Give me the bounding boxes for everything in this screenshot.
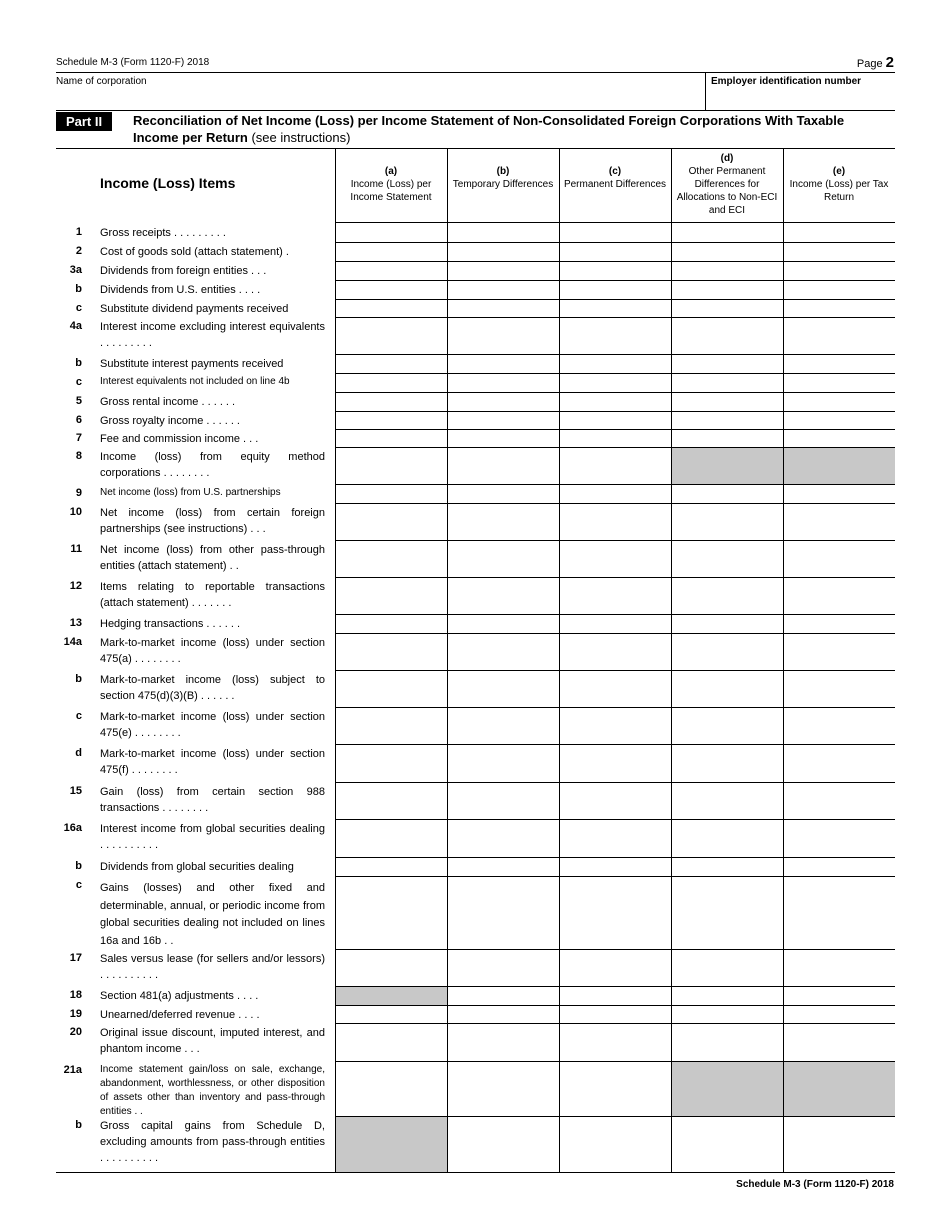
row-description: Income statement gain/loss on sale, exchange, abandonment, worthlessness, or other disposition of assets other than inventory and pass-through entities . .	[100, 1064, 325, 1117]
form-reference: Schedule M-3 (Form 1120-F) 2018	[56, 57, 210, 68]
amount-cell-c[interactable]	[560, 504, 671, 540]
row-description: Section 481(a) adjustments . . . .	[100, 990, 259, 1002]
amount-cell-b[interactable]	[448, 615, 559, 633]
column-header-e	[785, 165, 893, 204]
amount-cell-e[interactable]	[784, 671, 895, 707]
row-number: b	[75, 1119, 82, 1131]
amount-cell-a	[336, 1117, 447, 1172]
amount-cell-c[interactable]	[560, 1006, 671, 1023]
amount-cell-d[interactable]	[672, 300, 783, 317]
amount-cell-b[interactable]	[448, 1024, 559, 1061]
amount-cell-a[interactable]	[336, 1062, 447, 1116]
amount-cell-d[interactable]	[672, 281, 783, 299]
row-description: Mark-to-market income (loss) under section 475(e) . . . . . . . .	[100, 711, 325, 739]
amount-cell-e[interactable]	[784, 374, 895, 392]
amount-cell-a[interactable]	[336, 243, 447, 261]
row-description: Fee and commission income . . .	[100, 433, 259, 445]
row-number: c	[75, 302, 82, 314]
ein-divider	[705, 73, 706, 110]
row-description: Dividends from foreign entities . . .	[100, 265, 267, 277]
amount-cell-a[interactable]	[336, 430, 447, 447]
amount-cell-b[interactable]	[448, 987, 559, 1005]
row-number: 8	[75, 450, 82, 462]
amount-cell-b[interactable]	[448, 1006, 559, 1023]
amount-cell-b[interactable]	[448, 224, 559, 242]
amount-cell-d[interactable]	[672, 224, 783, 242]
row-description: Gross royalty income . . . . . .	[100, 415, 240, 427]
row-description: Net income (loss) from other pass-through entities (attach statement) . .	[100, 544, 325, 572]
amount-cell-b[interactable]	[448, 634, 559, 670]
amount-cell-c[interactable]	[560, 783, 671, 819]
row-number: 18	[69, 989, 82, 1001]
amount-cell-d[interactable]	[672, 393, 783, 411]
row-description: Sales versus lease (for sellers and/or lessors) . . . . . . . . . .	[100, 953, 325, 981]
column-label: Income (Loss) per Income Statement	[350, 179, 432, 203]
amount-cell-e[interactable]	[784, 412, 895, 429]
row-description: Mark-to-market income (loss) under section 475(f) . . . . . . . .	[100, 748, 325, 776]
amount-cell-b[interactable]	[448, 430, 559, 447]
amount-cell-e[interactable]	[784, 262, 895, 280]
row-description: Mark-to-market income (loss) subject to section 475(d)(3)(B) . . . . . .	[100, 674, 325, 702]
amount-cell-e[interactable]	[784, 504, 895, 540]
amount-cell-c[interactable]	[560, 262, 671, 280]
amount-cell-a[interactable]	[336, 504, 447, 540]
amount-cell-e[interactable]	[784, 243, 895, 261]
row-description: Dividends from U.S. entities . . . .	[100, 284, 261, 296]
amount-cell-c[interactable]	[560, 448, 671, 484]
amount-cell-d[interactable]	[672, 412, 783, 429]
column-header-c	[561, 165, 669, 191]
row-number: 1	[75, 226, 82, 238]
name-of-corporation-label: Name of corporation	[56, 76, 147, 87]
amount-cell-b[interactable]	[448, 950, 559, 986]
row-number: 16a	[63, 822, 82, 834]
amount-cell-a[interactable]	[336, 355, 447, 373]
row-number: c	[75, 376, 82, 388]
amount-cell-d[interactable]	[672, 950, 783, 986]
page-number: 2	[885, 54, 894, 71]
row-description: Gross receipts . . . . . . . . .	[100, 227, 226, 239]
row-description: Substitute dividend payments received	[100, 303, 289, 315]
part-badge: Part II	[56, 112, 112, 131]
amount-cell-a[interactable]	[336, 485, 447, 503]
row-number: 14a	[63, 636, 82, 648]
amount-cell-e[interactable]	[784, 541, 895, 577]
amount-cell-a	[336, 987, 447, 1005]
amount-cell-e[interactable]	[784, 1117, 895, 1172]
row-description: Original issue discount, imputed interest, and phantom income . . .	[100, 1027, 325, 1055]
row-number: 11	[70, 543, 82, 555]
amount-cell-d[interactable]	[672, 541, 783, 577]
row-number: 12	[69, 580, 82, 592]
amount-cell-c[interactable]	[560, 281, 671, 299]
amount-cell-a[interactable]	[336, 393, 447, 411]
amount-cell-a[interactable]	[336, 1024, 447, 1061]
amount-cell-e[interactable]	[784, 281, 895, 299]
amount-cell-a[interactable]	[336, 300, 447, 317]
amount-cell-c[interactable]	[560, 224, 671, 242]
amount-cell-e[interactable]	[784, 987, 895, 1005]
amount-cell-e[interactable]	[784, 318, 895, 354]
row-description: Mark-to-market income (loss) under section 475(a) . . . . . . . .	[100, 637, 325, 665]
amount-cell-c[interactable]	[560, 950, 671, 986]
amount-cell-c[interactable]	[560, 1117, 671, 1172]
amount-cell-d[interactable]	[672, 877, 783, 949]
row-number: 7	[75, 432, 82, 444]
ein-label: Employer identification number	[711, 76, 862, 87]
row-number: d	[75, 747, 82, 759]
row-description: Items relating to reportable transactions (attach statement) . . . . . . .	[100, 581, 325, 609]
page-indicator	[857, 54, 894, 71]
amount-cell-c[interactable]	[560, 318, 671, 354]
row-number: 5	[75, 395, 82, 407]
column-header-a	[337, 165, 445, 204]
row-number: b	[75, 357, 82, 369]
column-label: Income (Loss) per Tax Return	[789, 179, 889, 203]
row-number: 9	[75, 487, 82, 499]
amount-cell-a[interactable]	[336, 1006, 447, 1023]
amount-cell-e[interactable]	[784, 430, 895, 447]
row-description: Gains (losses) and other fixed and determinable, annual, or periodic income from global securities dealing not included on lines 16a and 16b . .	[100, 882, 325, 947]
amount-cell-a[interactable]	[336, 541, 447, 577]
row-number: 10	[69, 506, 82, 518]
table-bottom-rule	[56, 1172, 895, 1173]
row-description: Gross rental income . . . . . .	[100, 396, 236, 408]
amount-cell-e[interactable]	[784, 1006, 895, 1023]
amount-cell-b[interactable]	[448, 671, 559, 707]
amount-cell-e[interactable]	[784, 300, 895, 317]
amount-cell-d[interactable]	[672, 578, 783, 614]
amount-cell-b[interactable]	[448, 783, 559, 819]
amount-cell-b[interactable]	[448, 708, 559, 744]
amount-cell-a[interactable]	[336, 671, 447, 707]
amount-cell-a[interactable]	[336, 877, 447, 949]
amount-cell-e	[784, 448, 895, 484]
amount-cell-b[interactable]	[448, 393, 559, 411]
amount-cell-c[interactable]	[560, 1062, 671, 1116]
amount-cell-e[interactable]	[784, 858, 895, 876]
amount-cell-b[interactable]	[448, 1062, 559, 1116]
row-number: 19	[69, 1008, 82, 1020]
amount-cell-a[interactable]	[336, 745, 447, 782]
amount-cell-b[interactable]	[448, 578, 559, 614]
column-letter: (d)	[720, 153, 734, 164]
amount-cell-b[interactable]	[448, 448, 559, 484]
row-number: 15	[69, 785, 82, 797]
amount-cell-c[interactable]	[560, 745, 671, 782]
amount-cell-e[interactable]	[784, 615, 895, 633]
amount-cell-c[interactable]	[560, 355, 671, 373]
column-header-b	[449, 165, 557, 191]
part-title	[133, 112, 893, 146]
amount-cell-b[interactable]	[448, 281, 559, 299]
column-letter: (c)	[608, 166, 622, 177]
amount-cell-d[interactable]	[672, 634, 783, 670]
amount-cell-a[interactable]	[336, 412, 447, 429]
amount-cell-d[interactable]	[672, 858, 783, 876]
amount-cell-e[interactable]	[784, 708, 895, 744]
row-description: Net income (loss) from certain foreign partnerships (see instructions) . . .	[100, 507, 325, 535]
amount-cell-b[interactable]	[448, 1117, 559, 1172]
amount-cell-d[interactable]	[672, 987, 783, 1005]
amount-cell-d[interactable]	[672, 615, 783, 633]
amount-cell-c[interactable]	[560, 1024, 671, 1061]
amount-cell-c[interactable]	[560, 374, 671, 392]
header-bottom-rule	[335, 222, 895, 223]
amount-cell-b[interactable]	[448, 374, 559, 392]
amount-cell-a[interactable]	[336, 448, 447, 484]
amount-cell-e[interactable]	[784, 783, 895, 819]
amount-cell-e[interactable]	[784, 224, 895, 242]
amount-cell-d[interactable]	[672, 430, 783, 447]
footer-form-reference: Schedule M-3 (Form 1120-F) 2018	[736, 1179, 894, 1190]
amount-cell-c[interactable]	[560, 393, 671, 411]
amount-cell-a[interactable]	[336, 615, 447, 633]
amount-cell-d[interactable]	[672, 355, 783, 373]
row-description: Substitute interest payments received	[100, 358, 284, 370]
amount-cell-a[interactable]	[336, 374, 447, 392]
amount-cell-b[interactable]	[448, 485, 559, 503]
row-description: Gross capital gains from Schedule D, excluding amounts from pass-through entities . . . . . . . . . .	[100, 1120, 325, 1164]
amount-cell-e[interactable]	[784, 1024, 895, 1061]
row-number: b	[75, 283, 82, 295]
amount-cell-d[interactable]	[672, 318, 783, 354]
row-description: Interest income excluding interest equivalents . . . . . . . . .	[100, 321, 325, 349]
amount-cell-e[interactable]	[784, 355, 895, 373]
row-description: Interest income from global securities dealing . . . . . . . . . .	[100, 823, 325, 851]
row-description: Net income (loss) from U.S. partnerships	[100, 487, 281, 498]
row-description: Hedging transactions . . . . . .	[100, 618, 241, 630]
row-description: Dividends from global securities dealing	[100, 861, 294, 873]
amount-cell-a[interactable]	[336, 950, 447, 986]
amount-cell-d[interactable]	[672, 708, 783, 744]
amount-cell-a[interactable]	[336, 708, 447, 744]
amount-cell-a[interactable]	[336, 783, 447, 819]
amount-cell-d[interactable]	[672, 374, 783, 392]
row-number: 4a	[69, 320, 82, 332]
amount-cell-b[interactable]	[448, 318, 559, 354]
amount-cell-b[interactable]	[448, 504, 559, 540]
amount-cell-c[interactable]	[560, 578, 671, 614]
items-heading: Income (Loss) Items	[100, 175, 236, 191]
amount-cell-b[interactable]	[448, 355, 559, 373]
row-description: Cost of goods sold (attach statement) .	[100, 246, 289, 258]
column-label: Permanent Differences	[563, 179, 667, 190]
amount-cell-c[interactable]	[560, 243, 671, 261]
part-title-bold: Reconciliation of Net Income (Loss) per Income Statement of Non-Consolidated Foreign Corporations With Taxable Income per Return	[133, 113, 845, 145]
amount-cell-a[interactable]	[336, 858, 447, 876]
row-description: Income (loss) from equity method corporations . . . . . . . .	[100, 451, 325, 479]
page-label: Page	[856, 58, 883, 70]
amount-cell-e[interactable]	[784, 877, 895, 949]
amount-cell-a[interactable]	[336, 224, 447, 242]
name-row-rule	[56, 110, 895, 111]
amount-cell-c[interactable]	[560, 412, 671, 429]
amount-cell-c[interactable]	[560, 485, 671, 503]
amount-cell-d[interactable]	[672, 745, 783, 782]
amount-cell-b[interactable]	[448, 412, 559, 429]
amount-cell-d[interactable]	[672, 1006, 783, 1023]
row-description: Unearned/deferred revenue . . . .	[100, 1009, 260, 1021]
amount-cell-d[interactable]	[672, 504, 783, 540]
amount-cell-d	[672, 1062, 783, 1116]
row-description: Interest equivalents not included on line 4b	[100, 376, 290, 387]
amount-cell-e[interactable]	[784, 393, 895, 411]
row-number: 20	[69, 1026, 82, 1038]
column-label: Temporary Differences	[452, 179, 554, 190]
amount-cell-a[interactable]	[336, 634, 447, 670]
amount-cell-e[interactable]	[784, 820, 895, 857]
amount-cell-b[interactable]	[448, 820, 559, 857]
column-header-d	[673, 152, 781, 217]
amount-cell-c[interactable]	[560, 987, 671, 1005]
amount-cell-d[interactable]	[672, 820, 783, 857]
row-number: 3a	[69, 264, 82, 276]
amount-cell-d[interactable]	[672, 1024, 783, 1061]
row-number: 17	[69, 952, 82, 964]
part-title-rule	[56, 148, 895, 149]
row-number: 2	[75, 245, 82, 257]
part-title-tail: (see instructions)	[247, 130, 351, 145]
amount-cell-e[interactable]	[784, 950, 895, 986]
amount-cell-e[interactable]	[784, 485, 895, 503]
amount-cell-c[interactable]	[560, 541, 671, 577]
row-number: c	[75, 879, 82, 891]
amount-cell-a[interactable]	[336, 820, 447, 857]
amount-cell-c[interactable]	[560, 615, 671, 633]
amount-cell-e[interactable]	[784, 745, 895, 782]
amount-cell-c[interactable]	[560, 300, 671, 317]
row-number: b	[75, 860, 82, 872]
row-number: c	[75, 710, 82, 722]
amount-cell-d[interactable]	[672, 783, 783, 819]
amount-cell-d[interactable]	[672, 243, 783, 261]
amount-cell-b[interactable]	[448, 243, 559, 261]
amount-cell-d[interactable]	[672, 671, 783, 707]
amount-cell-c[interactable]	[560, 430, 671, 447]
column-label: Other Permanent Differences for Allocations to Non-ECI and ECI	[676, 166, 778, 216]
amount-cell-b[interactable]	[448, 541, 559, 577]
amount-cell-b[interactable]	[448, 745, 559, 782]
amount-cell-a[interactable]	[336, 578, 447, 614]
amount-cell-b[interactable]	[448, 877, 559, 949]
amount-cell-c[interactable]	[560, 877, 671, 949]
amount-cell-d	[672, 448, 783, 484]
row-number: 6	[75, 414, 82, 426]
row-number: b	[75, 673, 82, 685]
amount-cell-c[interactable]	[560, 820, 671, 857]
amount-cell-a[interactable]	[336, 318, 447, 354]
amount-cell-a[interactable]	[336, 281, 447, 299]
row-number: 21a	[63, 1064, 82, 1076]
amount-cell-b[interactable]	[448, 858, 559, 876]
amount-cell-d[interactable]	[672, 1117, 783, 1172]
amount-cell-c[interactable]	[560, 708, 671, 744]
amount-cell-c[interactable]	[560, 671, 671, 707]
column-letter: (a)	[384, 166, 398, 177]
amount-cell-e	[784, 1062, 895, 1116]
row-description: Gain (loss) from certain section 988 transactions . . . . . . . .	[100, 786, 325, 814]
amount-cell-c[interactable]	[560, 858, 671, 876]
amount-cell-e[interactable]	[784, 634, 895, 670]
column-letter: (b)	[496, 166, 510, 177]
amount-cell-e[interactable]	[784, 578, 895, 614]
row-number: 13	[69, 617, 82, 629]
column-letter: (e)	[832, 166, 846, 177]
amount-cell-c[interactable]	[560, 634, 671, 670]
amount-cell-b[interactable]	[448, 300, 559, 317]
amount-cell-a[interactable]	[336, 262, 447, 280]
amount-cell-d[interactable]	[672, 485, 783, 503]
header-rule	[56, 72, 895, 73]
amount-cell-b[interactable]	[448, 262, 559, 280]
amount-cell-d[interactable]	[672, 262, 783, 280]
